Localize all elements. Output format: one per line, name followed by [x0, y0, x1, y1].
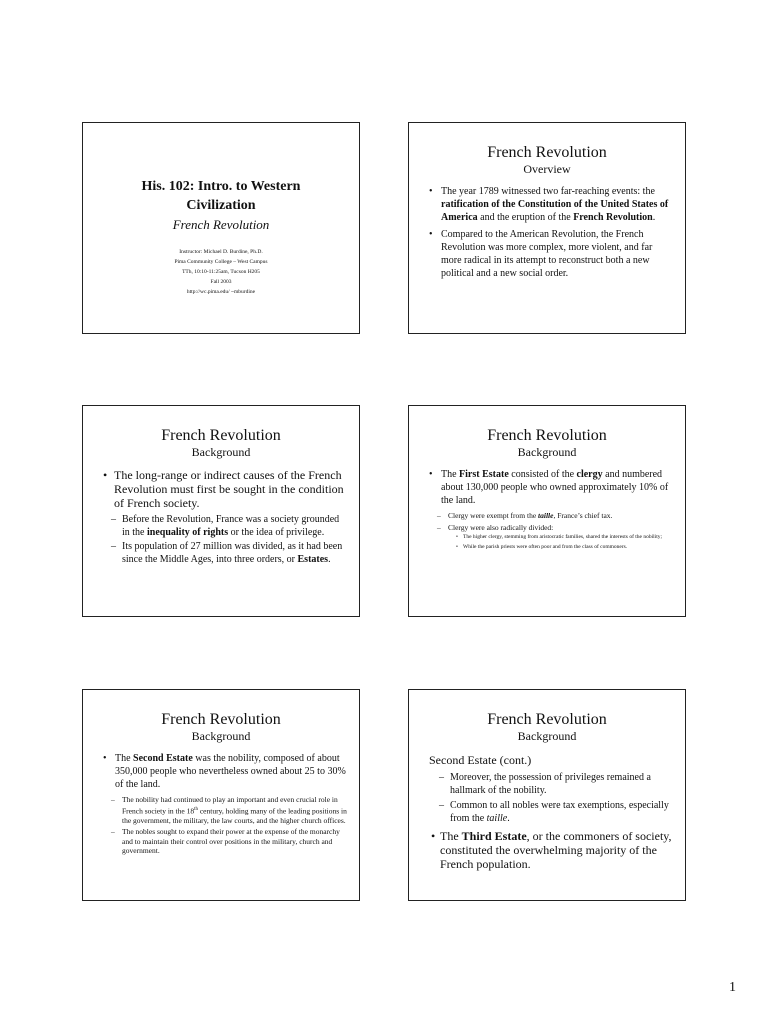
emphasis: First Estate — [459, 469, 509, 480]
emphasis: Third Estate — [461, 829, 527, 843]
sub-bullet — [429, 800, 675, 825]
slide-overview — [408, 122, 686, 334]
text: Before the Revolution, France was a society grounded in the — [122, 514, 340, 538]
slide-background-4 — [408, 689, 686, 901]
slide-title-text: French Revolution — [161, 711, 281, 728]
emphasis: French Revolution — [573, 212, 653, 223]
text: or the idea of privilege. — [228, 526, 325, 538]
course-subtitle: French Revolution — [172, 217, 270, 232]
text: consisted of the — [508, 469, 577, 480]
slide-body — [101, 752, 349, 858]
text: The — [440, 829, 462, 843]
slide-title — [82, 122, 360, 334]
text: , or the commoners of society, constituted the overwhelming majority of the French population. — [440, 829, 672, 871]
sub-bullet — [101, 514, 349, 539]
text: . — [507, 812, 510, 824]
text: and numbered about 130,000 people who owned approximately 10% of the land. — [441, 469, 669, 506]
emphasis: taille — [538, 511, 554, 520]
sub-bullet — [101, 795, 349, 825]
slide-subtitle: Overview — [523, 162, 571, 176]
sub-sub-bullet: • While the parish priests were often poor and from the class of commoners. — [427, 544, 675, 551]
superscript: th — [194, 806, 198, 812]
slide-subtitle: Background — [517, 729, 577, 743]
text: Its population of 27 million was divided, as it had been since the Middle Ages, into three orders, or — [122, 541, 343, 565]
text: Common to all nobles were tax exemptions, especially from the — [450, 800, 669, 824]
instructor-line: Instructor: Michael D. Burdine, Ph.D. — [179, 249, 263, 255]
text: , France’s chief tax. — [553, 511, 613, 520]
page-number: 1 — [729, 980, 736, 995]
slide-title-text: French Revolution — [487, 427, 607, 444]
text: century, holding many of the leading positions in the government, the military, the law courts, and the higher church offices. — [122, 806, 347, 825]
bullet: • The long-range or indirect causes of the French Revolution must first be sought in the condition of French society. — [101, 468, 349, 510]
text: . — [652, 212, 656, 223]
emphasis: clergy — [576, 469, 603, 480]
bullet — [101, 752, 349, 791]
slide-background-3 — [82, 689, 360, 901]
text: Clergy were exempt from the — [448, 511, 539, 520]
text: and the eruption of the — [477, 212, 574, 223]
url-line: http://wc.pima.edu/ ~mburdine — [186, 289, 256, 295]
slide-title-text: French Revolution — [487, 144, 607, 161]
slide-title-text: French Revolution — [487, 711, 607, 728]
bullet — [429, 829, 675, 871]
slide-body — [427, 185, 675, 284]
text: The — [441, 469, 460, 480]
term-line: Fall 2003 — [210, 279, 232, 285]
text: The — [115, 753, 134, 764]
slide-body — [101, 468, 349, 568]
slide-background-2 — [408, 405, 686, 617]
slide-subtitle: Background — [191, 729, 251, 743]
slide-subtitle: Background — [517, 445, 577, 459]
course-title-line1: His. 102: Intro. to Western — [141, 179, 301, 194]
sub-bullet: – Moreover, the possession of privileges remained a hallmark of the nobility. — [429, 772, 675, 797]
schedule-line: TTh, 10:10-11:25am, Tucson H205 — [182, 269, 260, 275]
emphasis: taille — [486, 812, 508, 824]
course-title — [83, 177, 359, 215]
instructor-info — [83, 247, 359, 297]
bullet — [427, 185, 675, 224]
bullet — [427, 468, 675, 507]
bullet: • Compared to the American Revolution, the French Revolution was more complex, more violent, and far more radical in its attempt to reconstruct both a new political and a new social order. — [427, 228, 675, 280]
slide-body — [429, 752, 675, 875]
text: The year 1789 witnessed two far-reaching events: the — [441, 186, 655, 197]
text: The nobility had continued to play an important and even crucial role in French society in the 18 — [122, 795, 338, 815]
slide-body — [427, 468, 675, 554]
slide-title-text: French Revolution — [161, 427, 281, 444]
emphasis: inequality of rights — [147, 526, 229, 538]
sub-bullet — [427, 511, 675, 521]
sub-sub-bullet: • The higher clergy, stemming from aristocratic families, shared the interests of the nobility; — [427, 534, 675, 541]
slide-subtitle: Background — [191, 445, 251, 459]
sub-bullet — [101, 541, 349, 566]
emphasis: Estates — [297, 553, 329, 565]
course-title-line2: Civilization — [186, 198, 256, 213]
campus-line: Pima Community College – West Campus — [174, 259, 268, 265]
emphasis: ratification of the Constitution of the United States of America — [441, 199, 669, 223]
section-heading: Second Estate (cont.) — [429, 753, 532, 767]
text: was the nobility, composed of about 350,000 people who nevertheless owned about 25 to 30% of the land. — [115, 753, 346, 790]
sub-bullet: – Clergy were also radically divided: — [427, 523, 675, 533]
text: . — [328, 553, 331, 565]
sub-bullet: – The nobles sought to expand their power at the expense of the monarchy and to maintain their control over positions in the military, church and government. — [101, 827, 349, 856]
emphasis: Second Estate — [133, 753, 193, 764]
slide-background-1 — [82, 405, 360, 617]
